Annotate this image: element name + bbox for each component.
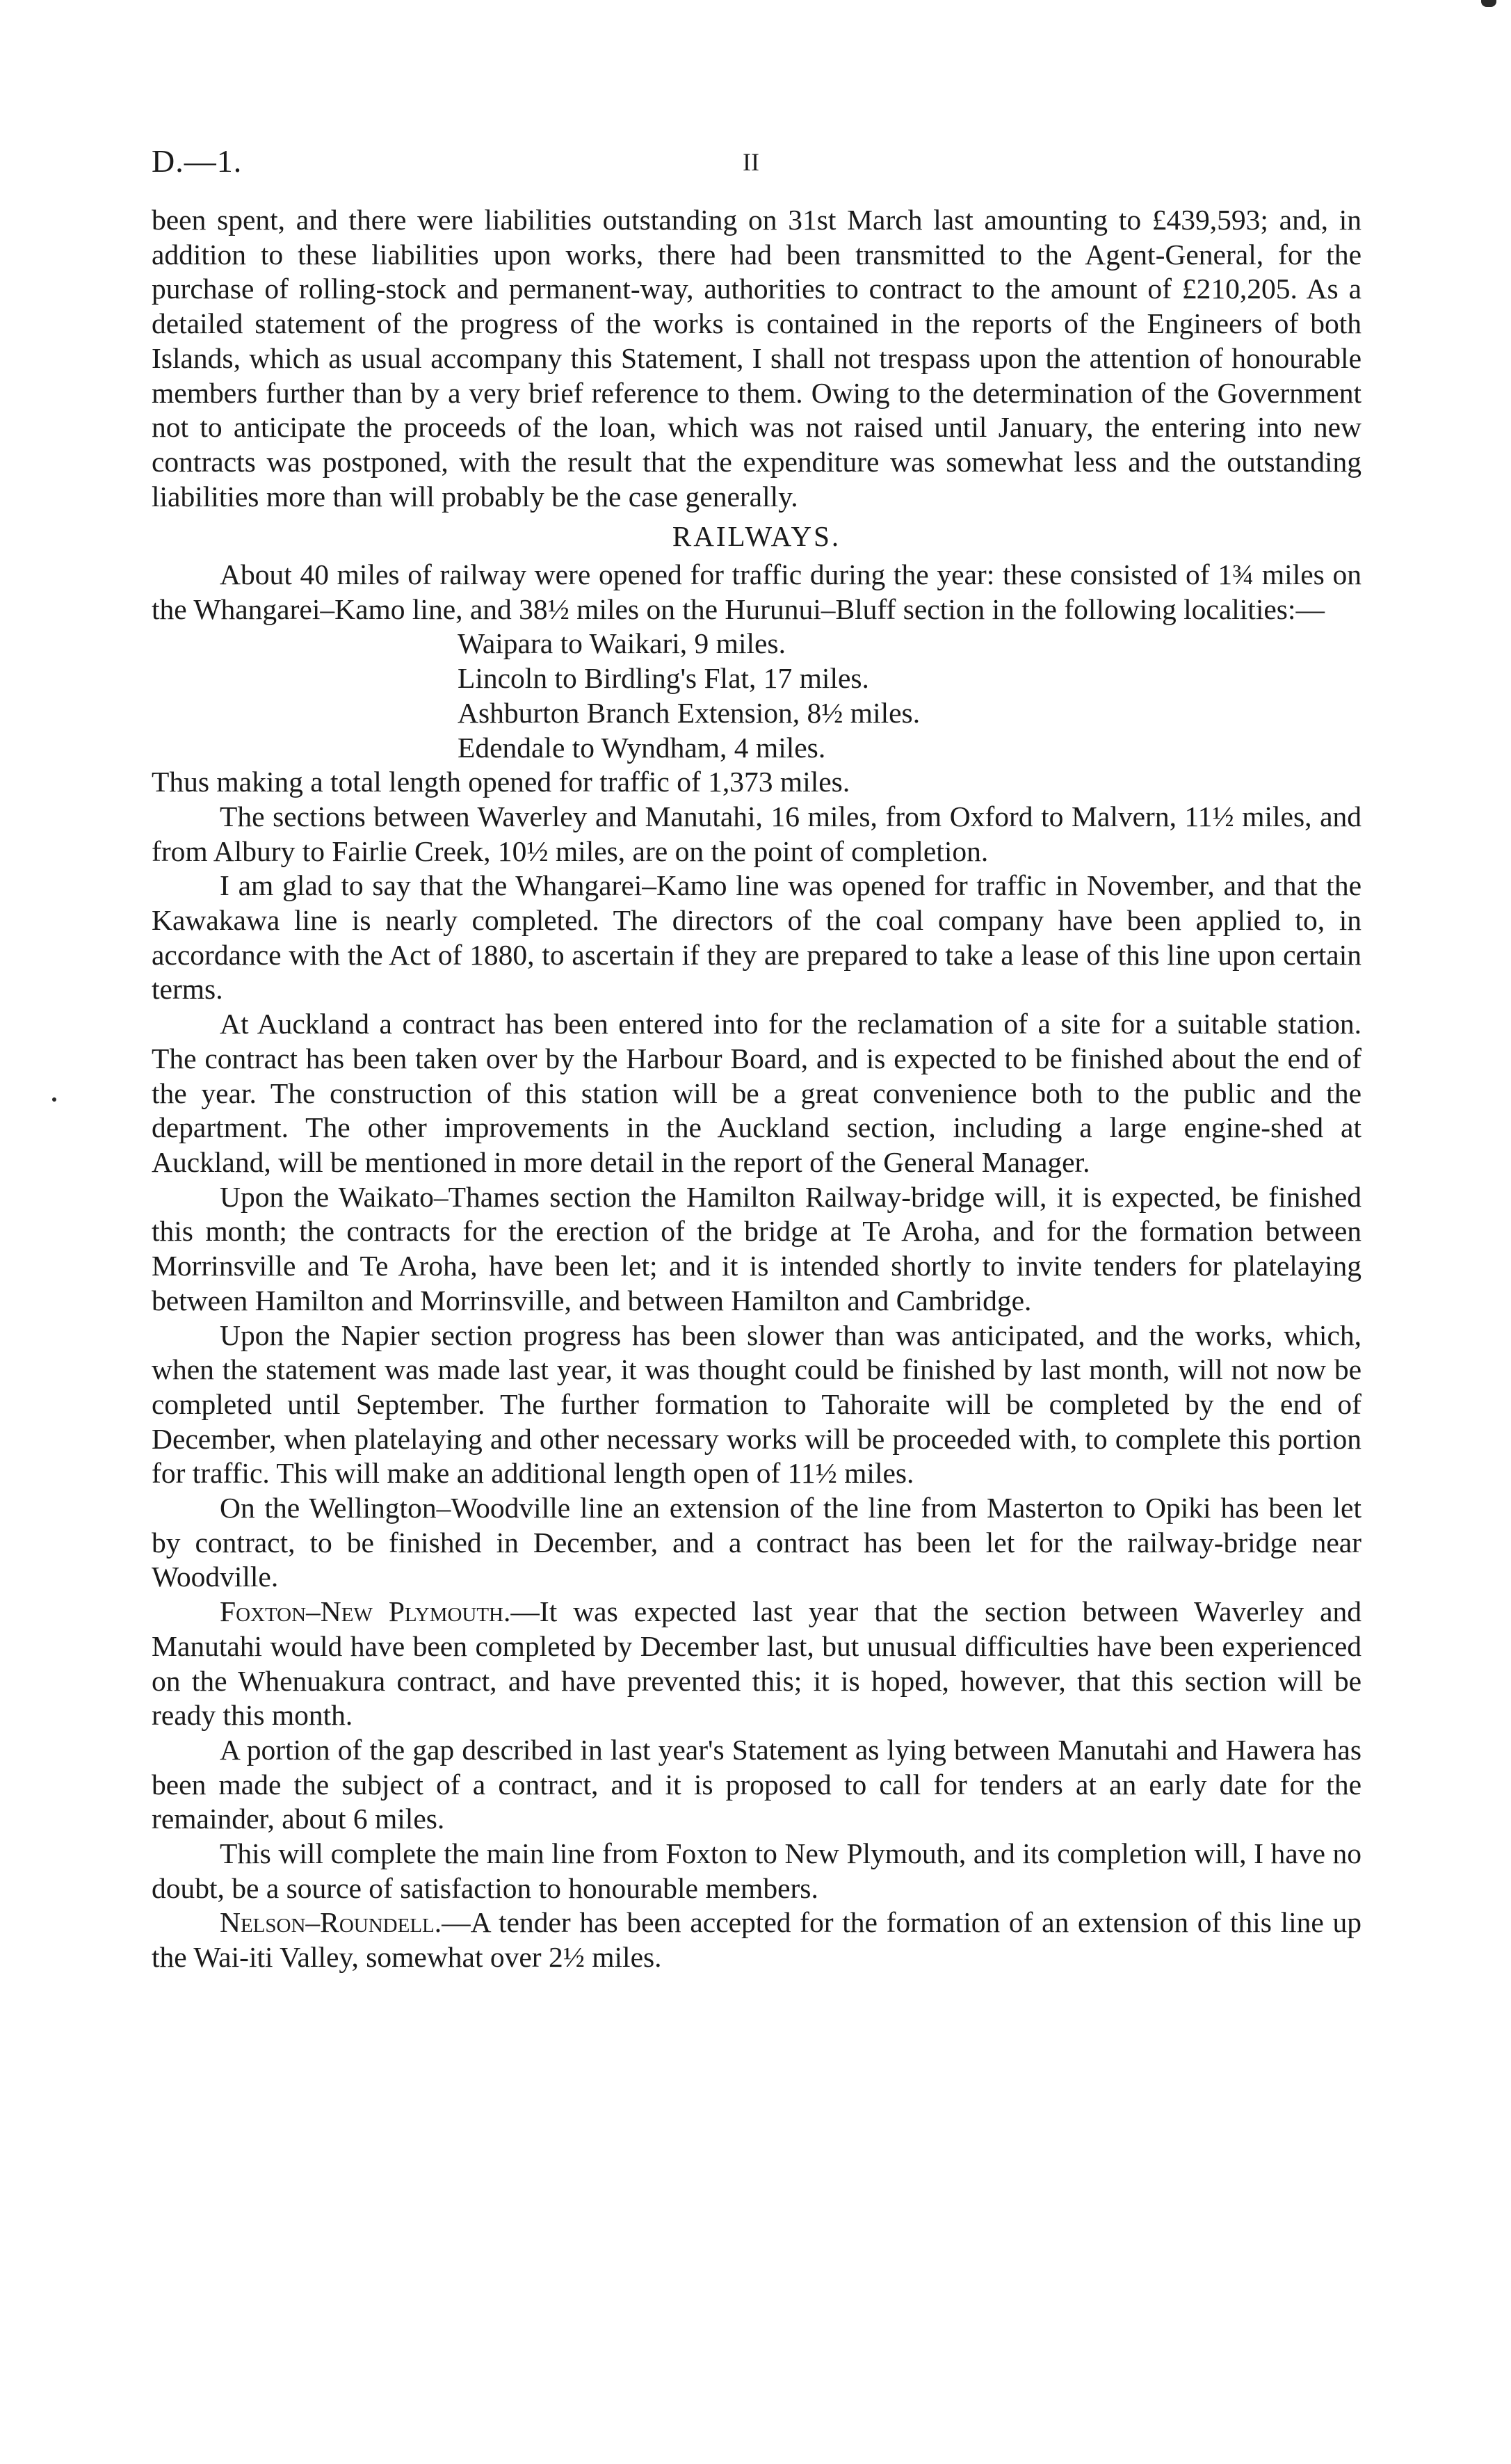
locality-line: Waipara to Waikari, 9 miles.	[458, 627, 786, 660]
body-paragraph: This will complete the main line from Foxton to New Plymouth, and its completion will, I have no doubt, be a source of satisfaction to honourable members.	[152, 1837, 1361, 1904]
nelson-paragraph	[152, 1906, 1361, 1974]
locality-line: Lincoln to Birdling's Flat, 17 miles.	[458, 662, 869, 695]
body-paragraph: A portion of the gap described in last year's Statement as lying between Manutahi and Hawera has been made the subject of a contract, and it is proposed to call for tenders at an early date for the remainder, about 6 miles.	[152, 1733, 1361, 1835]
intro-paragraph: been spent, and there were liabilities outstanding on 31st March last amounting to £439,593; and, in addition to these liabilities upon works, there had been transmitted to the Agent-General, for the purchase of rolling-stock and permanent-way, authorities to contract to the amount of £210,205. As a detailed statement of the progress of the works is contained in the reports of the Engineers of both Islands, which as usual accompany this Statement, I shall not trespass upon the attention of honourable members further than by a very brief reference to them. Owing to the determination of the Government not to anticipate the proceeds of the loan, which was not raised until January, the entering into new contracts was postponed, with the result that the expenditure was somewhat less and the outstanding liabilities more than will probably be the case generally.	[152, 204, 1361, 513]
ink-mark	[52, 1097, 56, 1102]
body-text	[152, 203, 1361, 1975]
foxton-text: —It was expected last year that the section between Waverley and Manutahi would have been completed by December last, but unusual difficulties have been experienced on the Whenuakura contract, and have prevented this; it is hoped, however, that this section will be ready this month.	[152, 1595, 1361, 1732]
body-paragraph: The sections between Waverley and Manutahi, 16 miles, from Oxford to Malvern, 11½ miles, and from Albury to Fairlie Creek, 10½ miles, are on the point of completion.	[152, 800, 1361, 867]
nelson-section-title: Nelson–Roundell.	[220, 1906, 442, 1939]
railways-opening-paragraph: About 40 miles of railway were opened for traffic during the year: these consisted of 1¾ miles on the Whangarei–Kamo line, and 38½ miles on the Hurunui–Bluff section in the following localities:—	[152, 558, 1361, 625]
ink-mark	[1481, 0, 1496, 7]
body-paragraph: On the Wellington–Woodville line an extension of the line from Masterton to Opiki has been let by contract, to be finished in December, and a contract has been let for the railway-bridge near Woodville.	[152, 1492, 1361, 1593]
document-reference: D.—1.	[152, 143, 243, 179]
body-paragraph: At Auckland a contract has been entered into for the reclamation of a site for a suitable station. The contract has been taken over by the Harbour Board, and is expected to be finished about the end of the year. The construction of this station will be a great convenience both to the public and the department. The other improvements in the Auckland section, including a large engine-shed at Auckland, will be mentioned in more detail in the report of the General Manager.	[152, 1008, 1361, 1178]
body-paragraph: Upon the Napier section progress has been slower than was anticipated, and the works, which, when the statement was made last year, it was thought could be finished by last month, will not now be completed until September. The further formation to Tahoraite will be completed by the end of December, when platelaying and other necessary works will be proceeded with, to complete this portion for traffic. This will make an additional length open of 11½ miles.	[152, 1319, 1361, 1490]
body-paragraph: I am glad to say that the Whangarei–Kamo line was opened for traffic in November, and that the Kawakawa line is nearly completed. The directors of the coal company have been applied to, in accordance with the Act of 1880, to ascertain if they are prepared to take a lease of this line upon certain terms.	[152, 869, 1361, 1006]
locality-line: Ashburton Branch Extension, 8½ miles.	[458, 696, 921, 729]
page-number: II	[743, 148, 759, 176]
total-line: Thus making a total length opened for traffic of 1,373 miles.	[152, 766, 850, 798]
section-heading-railways: RAILWAYS.	[672, 520, 841, 553]
body-paragraph: Upon the Waikato–Thames section the Hamilton Railway-bridge will, it is expected, be finished this month; the contracts for the erection of the bridge at Te Aroha, and for the formation between Morrinsville and Te Aroha, have been let; and it is intended shortly to invite tenders for platelaying between Hamilton and Morrinsville, and between Hamilton and Cambridge.	[152, 1180, 1361, 1316]
foxton-section-title: Foxton–New Plymouth.	[220, 1595, 511, 1628]
nelson-text: —A tender has been accepted for the formation of an extension of this line up the Wai-iti Valley, somewhat over 2½ miles.	[152, 1906, 1361, 1974]
foxton-paragraph	[152, 1595, 1361, 1733]
locality-line: Edendale to Wyndham, 4 miles.	[458, 731, 826, 764]
